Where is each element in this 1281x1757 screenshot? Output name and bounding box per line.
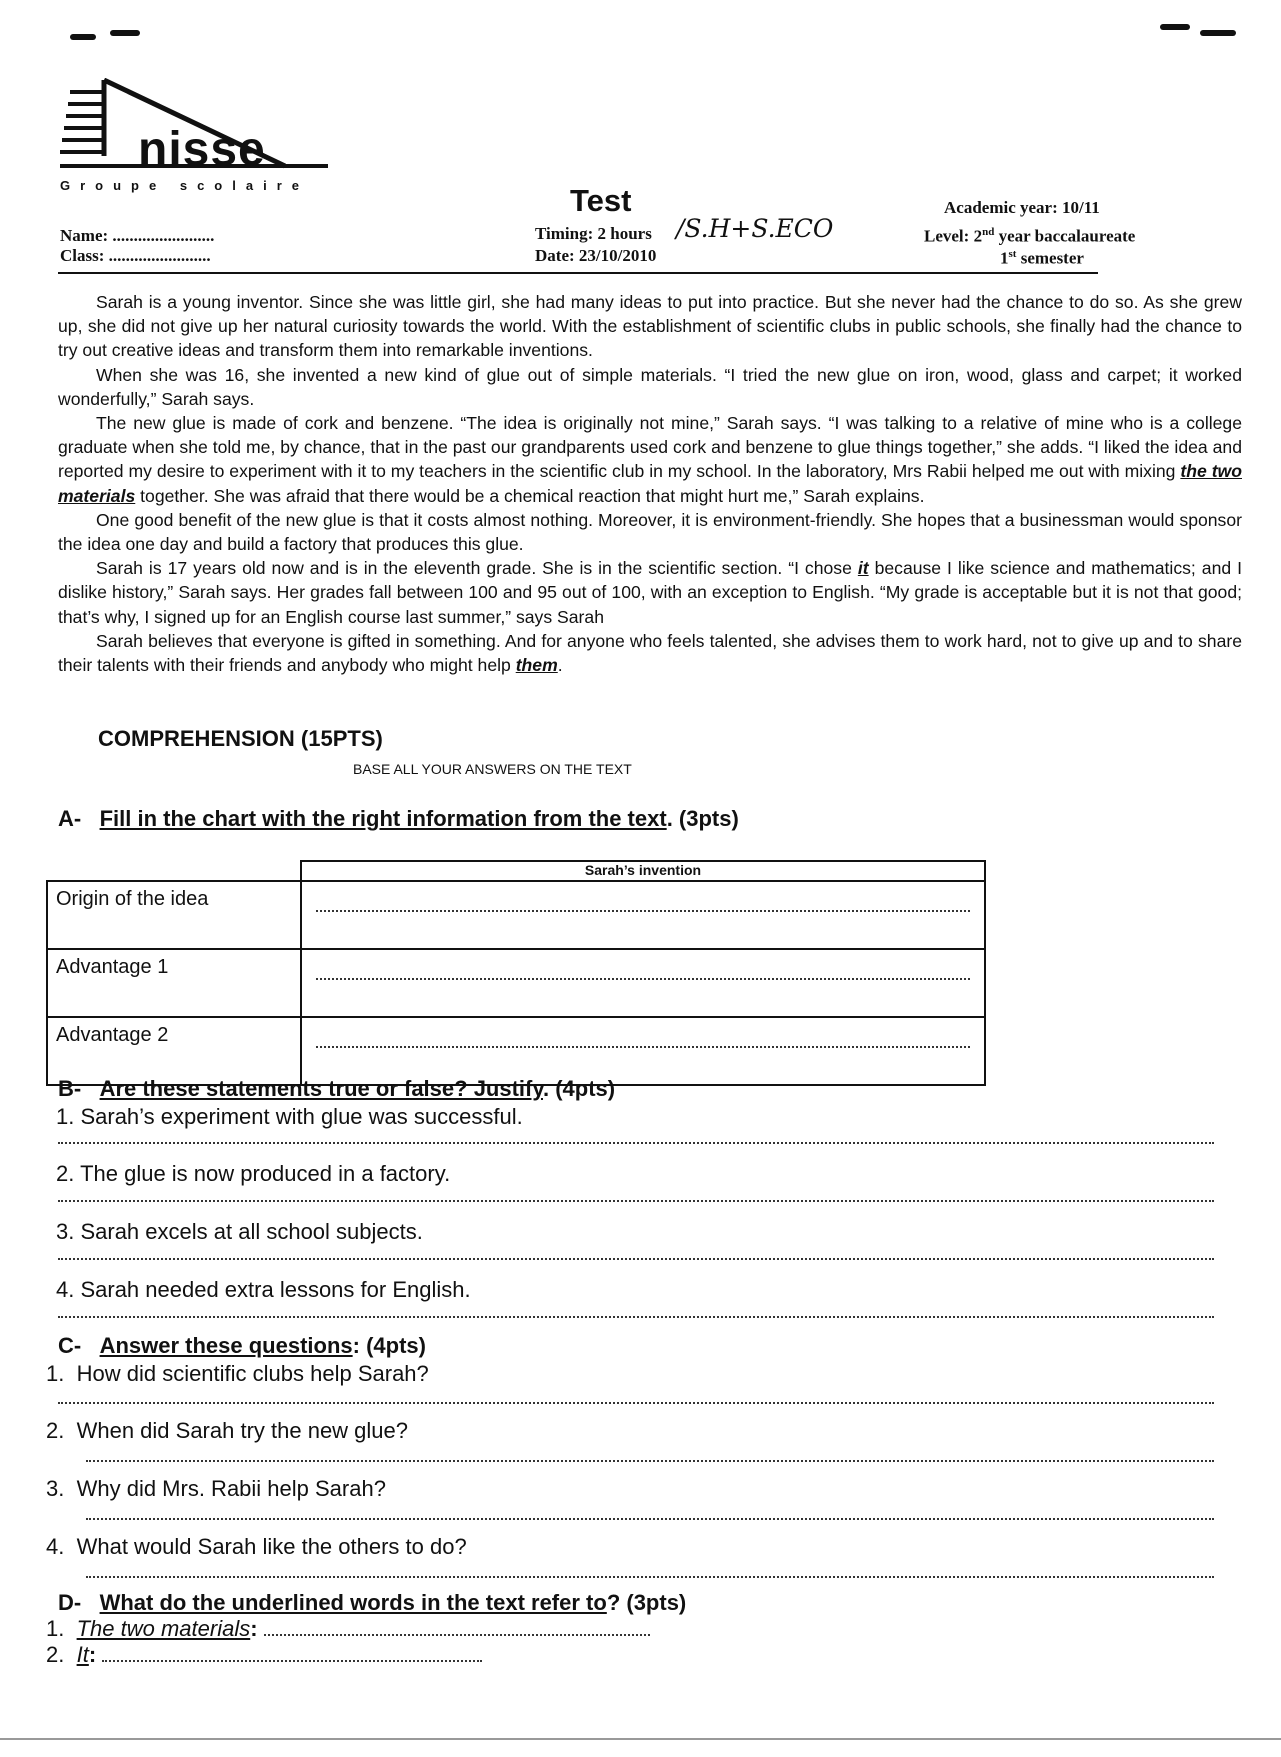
handwritten-note: /S.H+S.ECO (676, 214, 834, 243)
p3-text-a: The new glue is made of cork and benzene. “The idea is originally not mine,” Sarah says. “I was talking to a relative of mine who is a college graduate when she told me, by chance, that in the past our grandparents used cork and benzene to glue things together,” she adds. “I liked the idea and reported my desire to experiment with it to my teachers in the scientific club in my school. In the laboratory, Mrs Rabii helped me out with mixing (58, 413, 1242, 482)
section-c-letter: C- (58, 1333, 82, 1358)
section-b-heading (58, 1076, 615, 1102)
bottom-scan-line (0, 1738, 1281, 1740)
passage-paragraph-2: When she was 16, she invented a new kind of glue out of simple materials. “I tried the new glue on iron, wood, glass and carpet; it worked wonderfully,” Sarah says. (58, 364, 1242, 409)
section-c-heading (58, 1333, 426, 1359)
question-text: When did Sarah try the new glue? (76, 1418, 409, 1443)
header-divider (58, 272, 1098, 274)
question-text: Why did Mrs. Rabii help Sarah? (76, 1476, 386, 1501)
question-4 (46, 1534, 467, 1560)
answer-dotted-line (316, 910, 970, 912)
reference-colon: : (88, 1642, 97, 1667)
section-b-points: . (4pts) (542, 1076, 616, 1101)
level-prefix: Level: 2 (924, 226, 983, 246)
section-d-heading (58, 1590, 686, 1616)
scan-mark-right (1160, 24, 1190, 30)
statement-3: 3. Sarah excels at all school subjects. (56, 1219, 423, 1244)
question-number: 4. (46, 1534, 65, 1559)
answer-line-b1[interactable] (58, 1142, 1214, 1144)
chart-row (47, 881, 985, 949)
question-text: What would Sarah like the others to do? (76, 1534, 467, 1559)
answer-line-c2[interactable] (86, 1460, 1214, 1462)
question-number: 1. (46, 1361, 65, 1386)
section-a-letter: A- (58, 806, 82, 831)
question-3 (46, 1476, 386, 1502)
section-b-title: Are these statements true or false? Justify (99, 1076, 543, 1101)
passage-paragraph-6 (58, 629, 1242, 677)
passage-paragraph-3 (58, 411, 1242, 508)
passage-paragraph-4: One good benefit of the new glue is that it costs almost nothing. Moreover, it is environment-friendly. She hopes that a businessman would sponsor the idea one day and build a factory that produces this glue. (58, 509, 1242, 555)
reference-word: The two materials (76, 1616, 251, 1641)
scan-mark-left (70, 34, 96, 40)
section-d-letter: D- (58, 1590, 82, 1615)
reference-colon: : (250, 1616, 258, 1641)
chart-answer-cell[interactable] (301, 881, 985, 949)
passage-paragraph-5 (58, 556, 1242, 629)
statement-4: 4. Sarah needed extra lessons for English. (56, 1277, 471, 1302)
question-2 (46, 1418, 408, 1444)
scan-mark-left-2 (110, 30, 140, 36)
page-title: Test (570, 183, 632, 218)
logo-wordmark: nisse (138, 123, 266, 176)
p3-text-b: together. She was afraid that there would be a chemical reaction that might hurt me,” Sarah explains. (135, 485, 925, 506)
p5-text-a: Sarah is 17 years old now and is in the eleventh grade. She is in the scientific section. “I chose (96, 558, 858, 579)
level-sup: nd (982, 226, 995, 238)
reference-item-1 (46, 1616, 650, 1642)
p5-text-b: because I like science and mathematics; and I dislike history,” Sarah says. Her grades fall between 100 and 95 out of 100, with an exception to English. “My grade is acceptable but it is not that good; that’s why, I signed up for an English course last summer,” says Sarah (58, 558, 1242, 627)
comprehension-note: BASE ALL YOUR ANSWERS ON THE TEXT (353, 761, 632, 777)
chart-row (47, 1017, 985, 1085)
date-text: Date: 23/10/2010 (535, 246, 657, 265)
section-a-points: . (3pts) (666, 806, 739, 831)
reading-passage (58, 290, 1242, 677)
reference-number: 1. (46, 1616, 65, 1641)
question-text: How did scientific clubs help Sarah? (76, 1361, 429, 1386)
section-b-letter: B- (58, 1076, 82, 1101)
chart-header: Sarah’s invention (301, 861, 985, 881)
comprehension-title: COMPREHENSION (15PTS) (98, 726, 383, 751)
section-d-points: ? (3pts) (606, 1590, 687, 1615)
semester-sup: st (1008, 248, 1017, 260)
answer-line-c1[interactable] (58, 1402, 1214, 1404)
logo-subtitle: Groupe scolaire (60, 178, 309, 193)
level-suffix: year baccalaureate (994, 226, 1136, 246)
class-label: Class: ........................ (60, 246, 211, 265)
p6-text-b: . (557, 655, 563, 676)
p6-text-a: Sarah believes that everyone is gifted in something. And for anyone who feels talented, she advises them to work hard, not to give up and to share their talents with their friends and anybody who might help (58, 630, 1242, 676)
timing-text: Timing: 2 hours (535, 224, 652, 243)
question-number: 2. (46, 1418, 65, 1443)
underlined-it: it (857, 558, 869, 579)
answer-line-c3[interactable] (86, 1518, 1214, 1520)
semester-text (1000, 248, 1084, 269)
semester-suffix: semester (1016, 248, 1084, 268)
question-number: 3. (46, 1476, 65, 1501)
chart-row-label: Origin of the idea (47, 881, 301, 949)
section-a-heading (58, 806, 739, 832)
question-1 (46, 1361, 429, 1387)
statement-2: 2. The glue is now produced in a factory. (56, 1161, 451, 1186)
scan-mark-right-2 (1200, 30, 1236, 36)
semester-num: 1 (1000, 248, 1009, 268)
school-logo (60, 78, 340, 198)
invention-chart (46, 860, 986, 1086)
chart-answer-cell[interactable] (301, 1017, 985, 1085)
underlined-them: them (515, 655, 558, 676)
answer-line-c4[interactable] (86, 1576, 1214, 1578)
passage-paragraph-1: Sarah is a young inventor. Since she was little girl, she had many ideas to put into practice. But she never had the chance to do so. As she grew up, she did not give up her natural curiosity towards the world. With the establishment of scientific clubs in public schools, she finally had the chance to try out creative ideas and transform them into remarkable inventions. (58, 292, 1242, 361)
section-a-title: Fill in the chart with the right information from the text (99, 806, 667, 831)
academic-year: Academic year: 10/11 (944, 198, 1100, 217)
chart-row (47, 949, 985, 1017)
section-c-points: : (4pts) (352, 1333, 426, 1358)
chart-corner (47, 861, 301, 881)
name-field[interactable] (60, 226, 214, 246)
chart-row-label: Advantage 1 (47, 949, 301, 1017)
class-field[interactable] (60, 246, 211, 266)
statement-1: 1. Sarah’s experiment with glue was successful. (56, 1104, 523, 1129)
reference-item-2 (46, 1642, 482, 1668)
answer-line-d1[interactable] (264, 1616, 650, 1636)
section-d-title: What do the underlined words in the text refer to (99, 1590, 607, 1615)
answer-line-b4[interactable] (58, 1316, 1214, 1318)
answer-dotted-line (316, 978, 970, 980)
reference-number: 2. (46, 1642, 65, 1667)
answer-line-b2[interactable] (58, 1200, 1214, 1202)
chart-row-label: Advantage 2 (47, 1017, 301, 1085)
chart-answer-cell[interactable] (301, 949, 985, 1017)
level-text (924, 226, 1135, 247)
answer-dotted-line (316, 1046, 970, 1048)
section-c-title: Answer these questions (99, 1333, 353, 1358)
reference-word: It (76, 1642, 89, 1667)
underlined-two-materials: the two materials (58, 461, 1242, 506)
answer-line-d2[interactable] (102, 1642, 482, 1662)
name-label: Name: ........................ (60, 226, 215, 245)
answer-line-b3[interactable] (58, 1258, 1214, 1260)
